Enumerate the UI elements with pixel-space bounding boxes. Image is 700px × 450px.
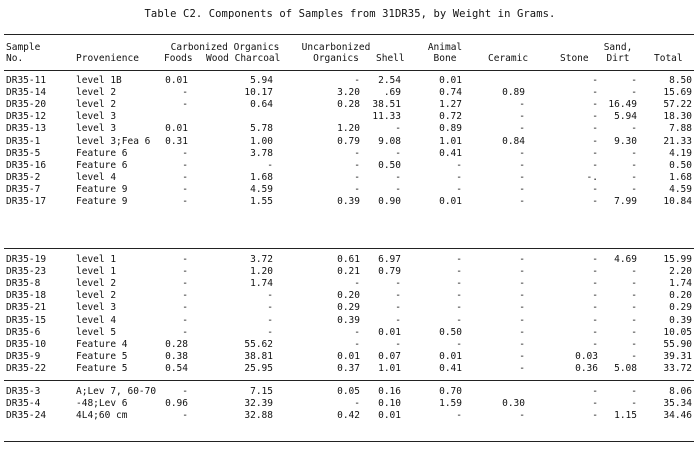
cell-uncarbonized: -	[354, 171, 360, 183]
cell-wood-charcoal: 7.15	[250, 386, 273, 397]
cell-shell: 0.01	[378, 410, 401, 422]
cell-stone: -	[592, 135, 598, 147]
header-animal-bone	[420, 42, 470, 64]
cell-provenience: Feature 9	[76, 196, 128, 207]
cell-shell: -	[395, 183, 401, 195]
cell-uncarbonized: -	[354, 338, 360, 350]
cell-sample-no: DR35-18	[6, 290, 47, 302]
cell-wood-charcoal: 5.94	[250, 75, 273, 86]
cell-foods: 0.54	[165, 362, 188, 374]
cell-ceramic: 0.84	[502, 135, 525, 147]
cell-shell: 6.97	[378, 254, 401, 265]
cell-ceramic: -	[519, 99, 525, 111]
cell-ceramic: -	[519, 362, 525, 374]
cell-foods: -	[182, 171, 188, 183]
cell-stone: -	[592, 159, 598, 171]
cell-sample-no: DR35-16	[6, 159, 47, 171]
cell-foods: -	[182, 314, 188, 326]
cell-provenience: level 4	[76, 171, 117, 183]
cell-ceramic: -	[519, 171, 525, 183]
header-ceramic: Ceramic	[488, 53, 529, 64]
cell-shell: 0.79	[378, 266, 401, 278]
cell-provenience: level 3	[76, 111, 117, 123]
cell-uncarbonized: 0.37	[337, 362, 360, 374]
cell-provenience: Feature 5	[76, 362, 128, 374]
cell-provenience: level 3;Fea 6	[76, 135, 151, 147]
cell-ceramic: -	[519, 350, 525, 362]
cell-foods: -	[182, 410, 188, 422]
cell-ceramic: 0.30	[502, 398, 525, 410]
cell-sample-no: DR35-2	[6, 171, 41, 183]
header-uncarbonized-line1: Uncarbonized	[301, 42, 371, 53]
header-provenience: Provenience	[76, 53, 139, 64]
cell-shell: -	[395, 123, 401, 135]
cell-stone: -	[592, 410, 598, 422]
cell-sand-dirt: -	[631, 87, 637, 99]
header-wood-charcoal: Wood Charcoal	[206, 53, 281, 64]
cell-shell: -	[395, 314, 401, 326]
cell-sand-dirt: -	[631, 338, 637, 350]
cell-animal-bone: 1.59	[439, 398, 462, 410]
cell-wood-charcoal: 32.88	[244, 410, 273, 422]
cell-sand-dirt: -	[631, 159, 637, 171]
cell-total: 21.33	[663, 135, 692, 147]
cell-wood-charcoal: 25.95	[244, 362, 273, 374]
cell-provenience: level 2	[76, 290, 117, 302]
cell-foods: -	[182, 326, 188, 338]
cell-foods: 0.01	[165, 123, 188, 135]
cell-sand-dirt: -	[631, 326, 637, 338]
cell-stone: -	[592, 254, 598, 265]
header-total: Total	[654, 53, 683, 64]
header-animal-line1: Animal	[427, 42, 463, 53]
cell-uncarbonized: 0.39	[337, 196, 360, 207]
table-title: Table C2. Components of Samples from 31DR35, by Weight in Grams.	[144, 8, 556, 20]
cell-foods: 0.01	[165, 75, 188, 86]
cell-foods: 0.96	[165, 398, 188, 410]
cell-animal-bone: 0.50	[439, 326, 462, 338]
cell-wood-charcoal: 10.17	[244, 87, 273, 99]
cell-provenience: level 3	[76, 302, 117, 314]
cell-stone: -	[592, 183, 598, 195]
group-divider-1	[4, 248, 694, 249]
cell-total: 35.34	[663, 398, 692, 410]
cell-shell: -	[395, 302, 401, 314]
cell-animal-bone: -	[456, 183, 462, 195]
cell-sample-no: DR35-24	[6, 410, 47, 422]
cell-shell: -	[395, 338, 401, 350]
cell-shell: 9.08	[378, 135, 401, 147]
cell-uncarbonized: 0.01	[337, 350, 360, 362]
cell-animal-bone: 0.41	[439, 147, 462, 159]
cell-total: 57.22	[663, 99, 692, 111]
cell-provenience: level 2	[76, 99, 117, 111]
cell-provenience: Feature 9	[76, 183, 128, 195]
cell-uncarbonized: 0.28	[337, 99, 360, 111]
cell-ceramic: -	[519, 290, 525, 302]
cell-total: 4.59	[669, 183, 692, 195]
cell-wood-charcoal: 3.78	[250, 147, 273, 159]
cell-uncarbonized: 0.20	[337, 290, 360, 302]
cell-animal-bone: 0.89	[439, 123, 462, 135]
cell-animal-bone: 0.70	[439, 386, 462, 397]
header-rule-top	[4, 34, 694, 35]
cell-ceramic: -	[519, 196, 525, 207]
cell-sand-dirt: -	[631, 302, 637, 314]
cell-total: 2.20	[669, 266, 692, 278]
cell-animal-bone: -	[456, 410, 462, 422]
cell-sample-no: DR35-20	[6, 99, 47, 111]
cell-stone: -	[592, 290, 598, 302]
cell-foods: -	[182, 278, 188, 290]
header-sand-dirt	[598, 42, 638, 64]
cell-animal-bone: 0.01	[439, 350, 462, 362]
cell-sample-no: DR35-4	[6, 398, 41, 410]
cell-sand-dirt: -	[631, 266, 637, 278]
cell-provenience: Feature 6	[76, 147, 128, 159]
cell-total: 4.19	[669, 147, 692, 159]
cell-uncarbonized: 0.29	[337, 302, 360, 314]
cell-sample-no: DR35-23	[6, 266, 47, 278]
cell-uncarbonized: -	[354, 326, 360, 338]
cell-foods: 0.31	[165, 135, 188, 147]
cell-animal-bone: 0.74	[439, 87, 462, 99]
cell-animal-bone: -	[456, 266, 462, 278]
cell-total: 1.68	[669, 171, 692, 183]
cell-total: 55.90	[663, 338, 692, 350]
cell-stone: -	[592, 123, 598, 135]
cell-animal-bone: 0.72	[439, 111, 462, 123]
cell-ceramic: -	[519, 278, 525, 290]
table-rule-bottom	[4, 441, 694, 442]
cell-wood-charcoal: 32.39	[244, 398, 273, 410]
cell-ceramic: -	[519, 410, 525, 422]
cell-shell: 2.54	[378, 75, 401, 86]
cell-sample-no: DR35-21	[6, 302, 47, 314]
cell-sand-dirt: 5.08	[614, 362, 637, 374]
cell-total: 1.74	[669, 278, 692, 290]
cell-sample-no: DR35-14	[6, 87, 47, 99]
cell-wood-charcoal: 1.00	[250, 135, 273, 147]
cell-wood-charcoal: 0.64	[250, 99, 273, 111]
cell-stone: -	[592, 386, 598, 397]
cell-total: 8.50	[669, 75, 692, 86]
cell-ceramic: -	[519, 314, 525, 326]
cell-animal-bone: 0.01	[439, 75, 462, 86]
header-uncarbonized	[296, 42, 376, 64]
cell-sand-dirt: -	[631, 171, 637, 183]
cell-sand-dirt: 16.49	[608, 99, 637, 111]
cell-total: 15.69	[663, 87, 692, 99]
cell-uncarbonized: -	[354, 147, 360, 159]
cell-ceramic: -	[519, 111, 525, 123]
header-sand-line1: Sand,	[603, 42, 633, 53]
cell-wood-charcoal: 1.55	[250, 196, 273, 207]
cell-sample-no: DR35-8	[6, 278, 41, 290]
cell-foods: 0.38	[165, 350, 188, 362]
cell-ceramic: -	[519, 159, 525, 171]
cell-sample-no: DR35-12	[6, 111, 47, 123]
cell-sand-dirt: -	[631, 398, 637, 410]
cell-uncarbonized: 0.79	[337, 135, 360, 147]
cell-wood-charcoal: 4.59	[250, 183, 273, 195]
cell-stone: -	[592, 314, 598, 326]
cell-sand-dirt: -	[631, 147, 637, 159]
cell-shell: 38.51	[372, 99, 401, 111]
cell-sample-no: DR35-7	[6, 183, 41, 195]
cell-animal-bone: 1.27	[439, 99, 462, 111]
cell-sand-dirt: -	[631, 123, 637, 135]
cell-sand-dirt: 7.99	[614, 196, 637, 207]
cell-sand-dirt: 4.69	[614, 254, 637, 265]
cell-sand-dirt: -	[631, 183, 637, 195]
cell-provenience: level 3	[76, 123, 117, 135]
cell-wood-charcoal: 38.81	[244, 350, 273, 362]
cell-sample-no: DR35-5	[6, 147, 41, 159]
cell-sand-dirt: 1.15	[614, 410, 637, 422]
cell-shell: 11.33	[372, 111, 401, 123]
cell-sand-dirt: -	[631, 314, 637, 326]
cell-total: 34.46	[663, 410, 692, 422]
cell-sand-dirt: -	[631, 75, 637, 86]
cell-uncarbonized: -	[354, 183, 360, 195]
cell-wood-charcoal: 1.74	[250, 278, 273, 290]
cell-sand-dirt: 9.30	[614, 135, 637, 147]
cell-shell: 0.07	[378, 350, 401, 362]
cell-stone: -	[592, 111, 598, 123]
cell-total: 0.29	[669, 302, 692, 314]
cell-shell: 0.01	[378, 326, 401, 338]
cell-provenience: level 5	[76, 326, 117, 338]
group-divider-2	[4, 380, 694, 381]
cell-uncarbonized: 3.20	[337, 87, 360, 99]
cell-sample-no: DR35-10	[6, 338, 47, 350]
header-uncarbonized-line2: Organics	[313, 53, 359, 64]
cell-provenience: A;Lev 7, 60-70	[76, 386, 157, 397]
cell-shell: -	[395, 147, 401, 159]
cell-sample-no: DR35-11	[6, 75, 47, 86]
cell-stone: -	[592, 302, 598, 314]
cell-stone: -	[592, 338, 598, 350]
cell-stone: 0.36	[575, 362, 598, 374]
cell-animal-bone: -	[456, 290, 462, 302]
cell-total: 0.50	[669, 159, 692, 171]
cell-wood-charcoal: -	[267, 159, 273, 171]
cell-shell: .69	[383, 87, 401, 99]
cell-animal-bone: 0.01	[439, 196, 462, 207]
cell-foods: 0.28	[165, 338, 188, 350]
cell-sample-no: DR35-3	[6, 386, 41, 397]
cell-animal-bone: -	[456, 314, 462, 326]
cell-foods: -	[182, 254, 188, 265]
cell-foods: -	[182, 183, 188, 195]
cell-total: 0.39	[669, 314, 692, 326]
cell-shell: -	[395, 290, 401, 302]
cell-wood-charcoal: -	[267, 302, 273, 314]
cell-ceramic: -	[519, 147, 525, 159]
cell-total: 10.84	[663, 196, 692, 207]
header-rule-bottom	[4, 70, 694, 71]
cell-sample-no: DR35-17	[6, 196, 47, 207]
cell-stone: 0.03	[575, 350, 598, 362]
header-sample-line1: Sample	[6, 42, 41, 53]
cell-wood-charcoal: -	[267, 290, 273, 302]
cell-foods: -	[182, 87, 188, 99]
cell-sample-no: DR35-13	[6, 123, 47, 135]
cell-ceramic: -	[519, 338, 525, 350]
cell-provenience: Feature 5	[76, 350, 128, 362]
cell-shell: -	[395, 171, 401, 183]
cell-stone: -	[592, 266, 598, 278]
cell-stone: -	[592, 87, 598, 99]
header-sample-line2: No.	[6, 53, 24, 64]
cell-foods: -	[182, 99, 188, 111]
cell-sample-no: DR35-1	[6, 135, 41, 147]
cell-animal-bone: 0.41	[439, 362, 462, 374]
cell-animal-bone: -	[456, 254, 462, 265]
cell-foods: -	[182, 290, 188, 302]
cell-total: 10.05	[663, 326, 692, 338]
cell-total: 18.30	[663, 111, 692, 123]
cell-ceramic: -	[519, 302, 525, 314]
cell-wood-charcoal: 55.62	[244, 338, 273, 350]
cell-stone: -	[592, 196, 598, 207]
cell-provenience: level 1	[76, 254, 117, 265]
cell-wood-charcoal: 5.78	[250, 123, 273, 135]
cell-ceramic: 0.89	[502, 87, 525, 99]
header-carbonized-group: Carbonized Organics	[170, 42, 280, 53]
cell-sample-no: DR35-15	[6, 314, 47, 326]
header-shell: Shell	[376, 53, 405, 64]
cell-ceramic: -	[519, 123, 525, 135]
cell-shell: 1.01	[378, 362, 401, 374]
cell-uncarbonized: -	[354, 398, 360, 410]
cell-ceramic: -	[519, 254, 525, 265]
cell-sand-dirt: -	[631, 278, 637, 290]
cell-shell: 0.90	[378, 196, 401, 207]
cell-foods: -	[182, 159, 188, 171]
header-foods: Foods	[164, 53, 193, 64]
cell-foods: -	[182, 147, 188, 159]
cell-foods: -	[182, 266, 188, 278]
cell-wood-charcoal: 1.68	[250, 171, 273, 183]
cell-animal-bone: 1.01	[439, 135, 462, 147]
cell-sand-dirt: -	[631, 290, 637, 302]
cell-stone: -	[592, 398, 598, 410]
header-animal-line2: Bone	[433, 53, 457, 64]
cell-animal-bone: -	[456, 338, 462, 350]
cell-provenience: level 4	[76, 314, 117, 326]
cell-foods: -	[182, 302, 188, 314]
cell-uncarbonized: 0.05	[337, 386, 360, 397]
cell-provenience: Feature 6	[76, 159, 128, 171]
cell-uncarbonized: -	[354, 75, 360, 86]
cell-uncarbonized: 0.61	[337, 254, 360, 265]
cell-animal-bone: -	[456, 302, 462, 314]
header-sand-line2: Dirt	[606, 53, 630, 64]
cell-uncarbonized: 1.20	[337, 123, 360, 135]
cell-shell: 0.50	[378, 159, 401, 171]
cell-total: 0.20	[669, 290, 692, 302]
cell-total: 7.88	[669, 123, 692, 135]
cell-uncarbonized: -	[354, 159, 360, 171]
header-stone: Stone	[560, 53, 589, 64]
cell-animal-bone: -	[456, 159, 462, 171]
cell-foods: -	[182, 196, 188, 207]
cell-total: 33.72	[663, 362, 692, 374]
cell-stone: -	[592, 75, 598, 86]
cell-uncarbonized: -	[354, 278, 360, 290]
cell-provenience: level 2	[76, 278, 117, 290]
cell-uncarbonized: 0.21	[337, 266, 360, 278]
cell-wood-charcoal: 1.20	[250, 266, 273, 278]
cell-shell: -	[395, 278, 401, 290]
cell-wood-charcoal: -	[267, 314, 273, 326]
cell-ceramic: -	[519, 266, 525, 278]
cell-shell: 0.16	[378, 386, 401, 397]
cell-sand-dirt: -	[631, 350, 637, 362]
cell-ceramic: -	[519, 326, 525, 338]
cell-stone: -	[592, 326, 598, 338]
cell-provenience: level 1	[76, 266, 117, 278]
cell-sample-no: DR35-6	[6, 326, 41, 338]
cell-sand-dirt: 5.94	[614, 111, 637, 123]
cell-stone: -.	[586, 171, 598, 183]
cell-uncarbonized: 0.39	[337, 314, 360, 326]
cell-total: 39.31	[663, 350, 692, 362]
cell-provenience: Feature 4	[76, 338, 128, 350]
cell-provenience: level 2	[76, 87, 117, 99]
cell-animal-bone: -	[456, 171, 462, 183]
cell-total: 8.06	[669, 386, 692, 397]
cell-uncarbonized: 0.42	[337, 410, 360, 422]
cell-sand-dirt: -	[631, 386, 637, 397]
cell-sample-no: DR35-19	[6, 254, 47, 265]
cell-stone: -	[592, 99, 598, 111]
cell-shell: 0.10	[378, 398, 401, 410]
cell-wood-charcoal: -	[267, 326, 273, 338]
cell-provenience: 4L4;60 cm	[76, 410, 128, 422]
cell-provenience: level 1B	[76, 75, 122, 86]
cell-stone: -	[592, 147, 598, 159]
cell-stone: -	[592, 278, 598, 290]
cell-provenience: -48;Lev 6	[76, 398, 128, 410]
cell-ceramic: -	[519, 183, 525, 195]
cell-sample-no: DR35-9	[6, 350, 41, 362]
cell-animal-bone: -	[456, 278, 462, 290]
header-sample	[6, 42, 66, 64]
cell-total: 15.99	[663, 254, 692, 265]
cell-sample-no: DR35-22	[6, 362, 47, 374]
cell-foods: -	[182, 386, 188, 397]
cell-wood-charcoal: 3.72	[250, 254, 273, 265]
